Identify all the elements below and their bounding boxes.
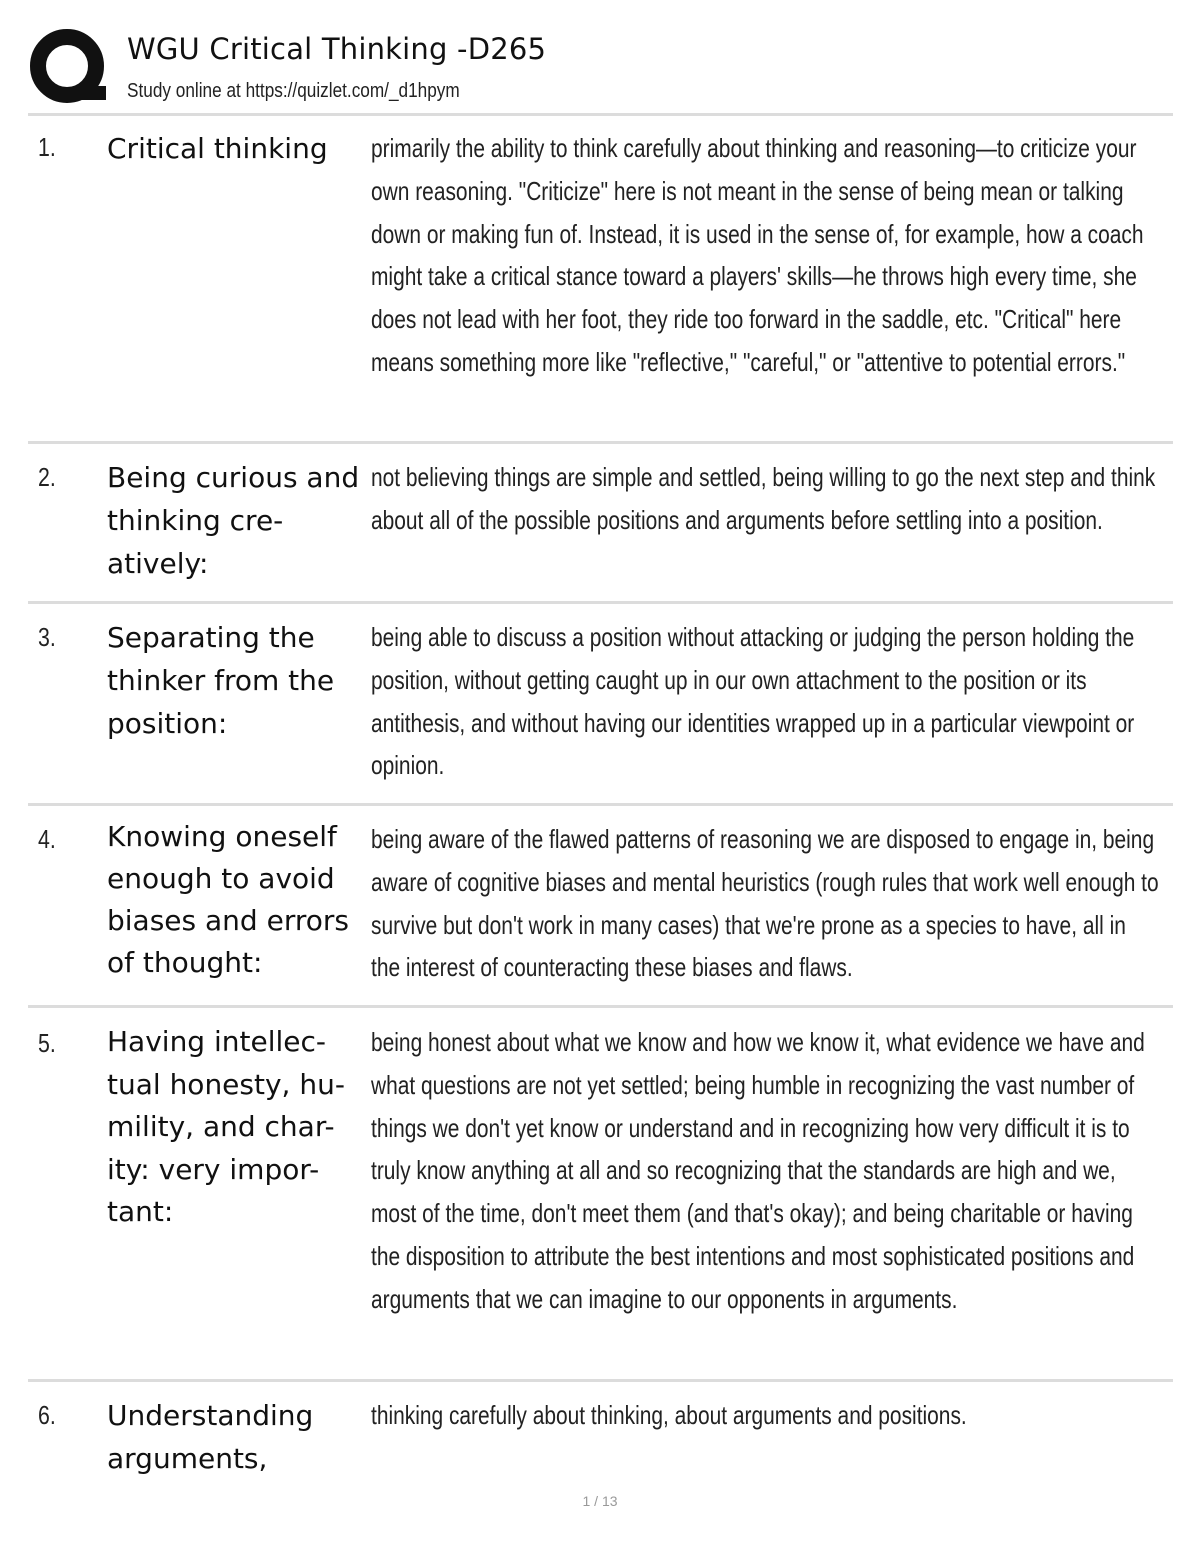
card-number: 3. — [38, 622, 56, 652]
flashcard-row — [28, 113, 1173, 443]
flashcard-row — [28, 1379, 1173, 1489]
card-term: Critical thinking — [107, 132, 328, 165]
study-online-link[interactable]: Study online at https://quizlet.com/_d1hpym — [127, 80, 460, 102]
flashcard-row — [28, 601, 1173, 804]
card-definition: being aware of the flawed patterns of reasoning we are disposed to engage in, being aware of cognitive biases and mental heuristics (rough rules that work well enough to survive but don't work in many cases) that we're prone as a species to have, all in the interest of counteracting these biases and flaws. — [371, 824, 1159, 983]
quizlet-q-logo-icon — [30, 28, 108, 106]
card-number: 6. — [38, 1400, 56, 1430]
card-definition: not believing things are simple and settled, being willing to go the next step and think about all of the possible positions and arguments before settling into a position. — [371, 462, 1156, 535]
card-number: 5. — [38, 1028, 56, 1058]
document-header — [30, 28, 1170, 108]
page-indicator: 1 / 13 — [582, 1493, 618, 1509]
card-number: 1. — [38, 132, 56, 162]
card-definition: thinking carefully about thinking, about arguments and positions. — [371, 1400, 967, 1430]
card-definition: primarily the ability to think carefully about thinking and reasoning—to criticize your own reasoning. "Criticize" here is not meant in the sense of being mean or talking down or making fun of. Instead, it is used in the sense of, for example, how a coach might take a critical stance toward a players' skills—he throws high every time, she does not lead with her foot, they ride too forward in the saddle, etc. "Critical" here means something more like "reflective," "careful," or "attentive to potential errors." — [371, 133, 1144, 377]
flashcard-row — [28, 441, 1173, 603]
card-term: Being curious and thinking cre-atively: — [107, 461, 360, 580]
card-term: Knowing oneself enough to avoid biases and errors of thought: — [107, 820, 349, 979]
card-number: 4. — [38, 824, 56, 854]
card-number: 2. — [38, 462, 56, 492]
flashcard-row — [28, 803, 1173, 1007]
card-definition: being able to discuss a position without attacking or judging the person holding the position, without getting caught up in our own attachment to the position or its antithesis, and without having our identities wrapped up in a particular viewpoint or opinion. — [371, 622, 1135, 781]
card-term: Having intellec-tual honesty, hu-mility, and char-ity: very impor-tant: — [107, 1025, 345, 1228]
card-term: Understanding arguments, — [107, 1399, 314, 1475]
document-title: WGU Critical Thinking -D265 — [127, 32, 547, 66]
card-term: Separating the thinker from the position: — [107, 621, 335, 740]
card-definition: being honest about what we know and how we know it, what evidence we have and what questions are not yet settled; being humble in recognizing the vast number of things we don't yet know or understand and in recognizing how very difficult it is to truly know anything at all and so recognizing that the standards are high and we, most of the time, don't meet them (and that's okay); and being charitable or having the disposition to attribute the best intentions and most sophisticated positions and arguments that we can imagine to our opponents in arguments. — [371, 1027, 1145, 1314]
flashcard-row — [28, 1005, 1173, 1381]
